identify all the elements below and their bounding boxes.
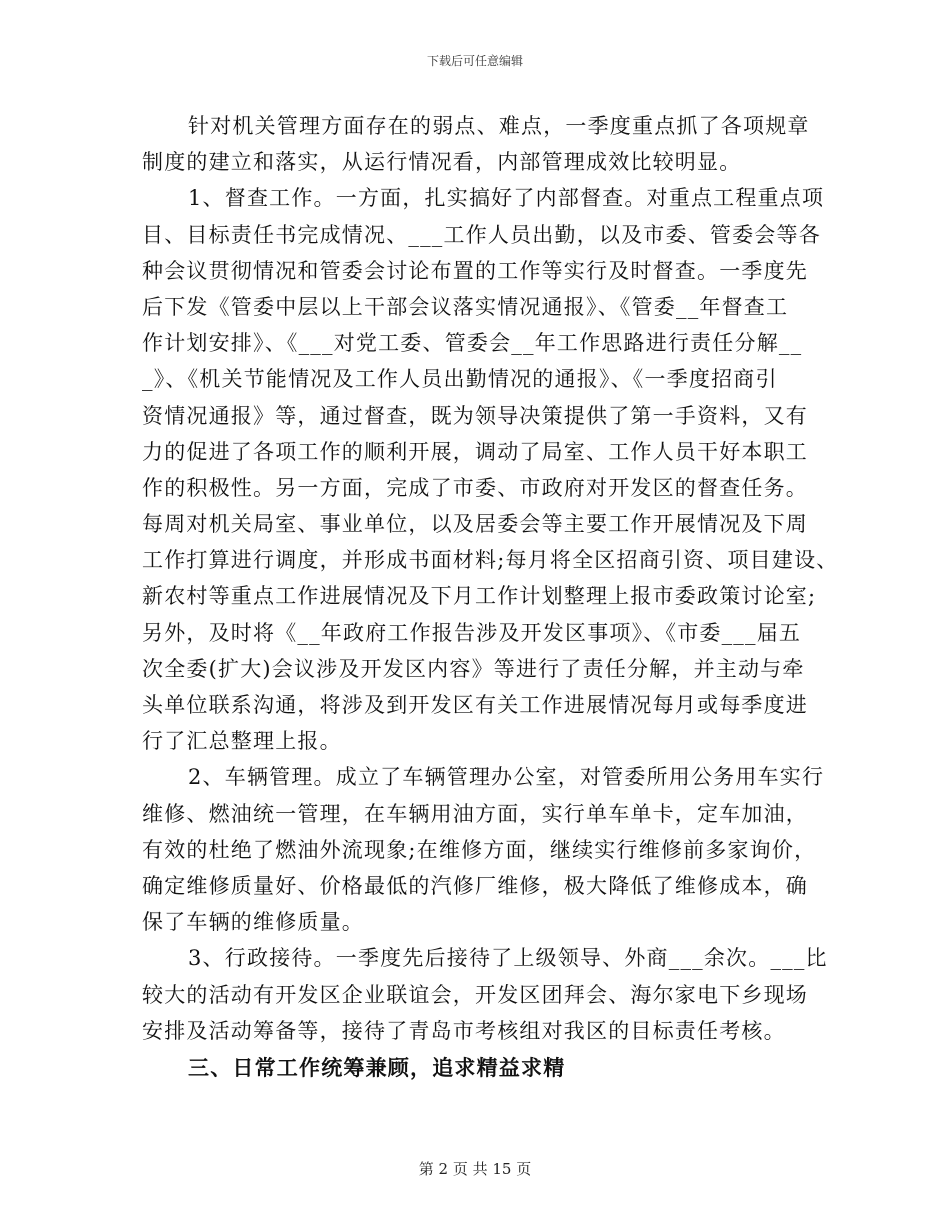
- paragraph-line: 1、督查工作。一方面，扎实搞好了内部督查。对重点工程重点项: [188, 186, 825, 211]
- paragraph-line: 另外，及时将《__年政府工作报告涉及开发区事项》、《市委___届五: [142, 620, 802, 645]
- paragraph-line: 针对机关管理方面存在的弱点、难点，一季度重点抓了各项规章: [188, 114, 810, 138]
- paragraph-line: 作的积极性。另一方面，完成了市委、市政府对开发区的督查任务。: [142, 475, 808, 500]
- page-number: 第 2 页 共 15 页: [418, 1160, 532, 1178]
- page-header: 下载后可任意编辑: [426, 54, 523, 68]
- paragraph-line: 次全委(扩大)会议涉及开发区内容》等进行了责任分解，并主动与牵: [142, 656, 805, 681]
- paragraph-line: 后下发《管委中层以上干部会议落实情况通报》、《管委__年督查工: [142, 294, 789, 319]
- paragraph-line: 确定维修质量好、价格最低的汽修厂维修，极大降低了维修成本，确: [142, 873, 808, 898]
- paragraph-line: 工作打算进行调度，并形成书面材料;每月将全区招商引资、项目建设、: [142, 548, 839, 573]
- paragraph-line: 每周对机关局室、事业单位，以及居委会等主要工作开展情况及下周: [142, 512, 808, 537]
- paragraph-line: 有效的杜绝了燃油外流现象;在维修方面，继续实行维修前多家询价，: [142, 837, 817, 862]
- paragraph-line: 制度的建立和落实，从运行情况看，内部管理成效比较明显。: [142, 150, 742, 175]
- paragraph-line: 种会议贯彻情况和管委会讨论布置的工作等实行及时督查。一季度先: [142, 258, 808, 283]
- paragraph-line: 维修、燃油统一管理，在车辆用油方面，实行单车单卡，定车加油，: [142, 801, 808, 826]
- paragraph-line: 资情况通报》等，通过督查，既为领导决策提供了第一手资料，又有: [142, 403, 808, 428]
- paragraph-line: 安排及活动筹备等，接待了青岛市考核组对我区的目标责任考核。: [142, 1018, 786, 1043]
- paragraph-line: 力的促进了各项工作的顺利开展，调动了局室、工作人员干好本职工: [142, 439, 808, 464]
- paragraph-line: 作计划安排》、《___对党工委、管委会__年工作思路进行责任分解__: [142, 331, 803, 356]
- paragraph-line: 新农村等重点工作进展情况及下月工作计划整理上报市委政策讨论室;: [142, 584, 817, 609]
- paragraph-line: 头单位联系沟通，将涉及到开发区有关工作进展情况每月或每季度进: [142, 693, 808, 717]
- paragraph-line: 3、行政接待。一季度先后接待了上级领导、外商___余次。___比: [188, 946, 828, 971]
- paragraph-line: 保了车辆的维修质量。: [142, 910, 364, 935]
- paragraph-line: 较大的活动有开发区企业联谊会，开发区团拜会、海尔家电下乡现场: [142, 982, 808, 1007]
- document-body: [142, 108, 839, 1087]
- paragraph-line: 行了汇总整理上报。: [142, 729, 342, 754]
- paragraph-line: 2、车辆管理。成立了车辆管理办公室，对管委所用公务用车实行: [188, 765, 825, 790]
- paragraph-line: 目、目标责任书完成情况、___工作人员出勤，以及市委、管委会等各: [142, 222, 821, 247]
- section-heading: 三、日常工作统筹兼顾，追求精益求精: [188, 1055, 566, 1080]
- paragraph-line: _》、《机关节能情况及工作人员出勤情况的通报》、《一季度招商引: [142, 367, 778, 392]
